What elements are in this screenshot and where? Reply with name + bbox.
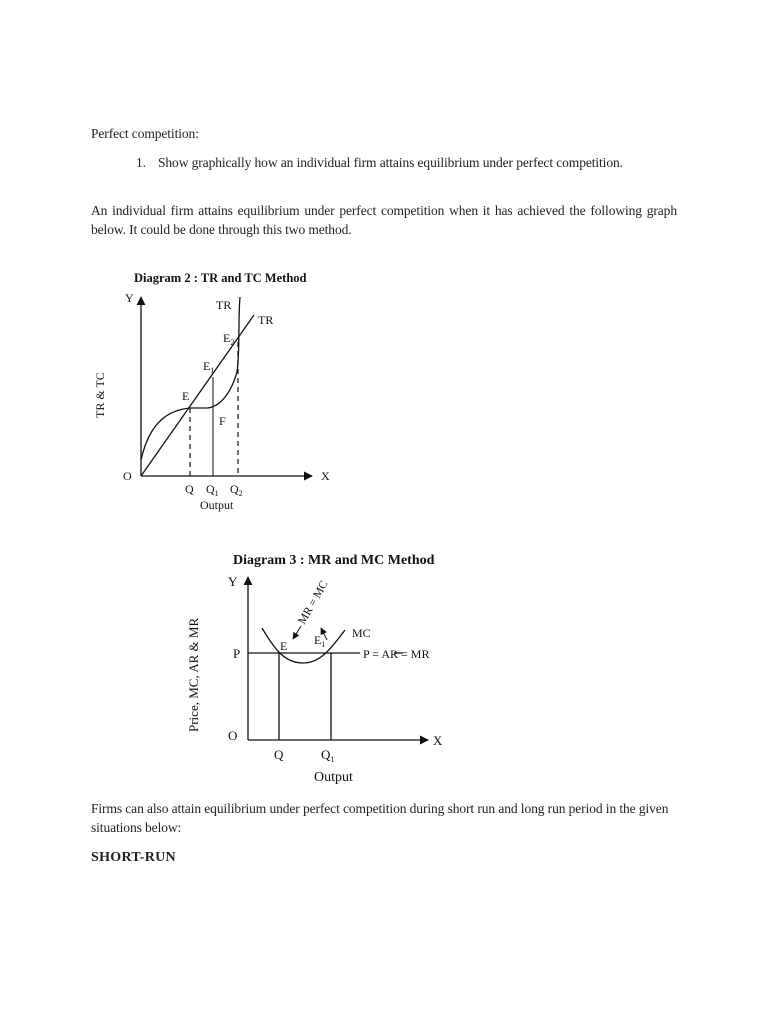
diagram-tr-tc <box>88 262 348 524</box>
tick-q-label: Q <box>185 482 194 496</box>
heading: Perfect competition: <box>91 126 199 141</box>
tick-q1-label: $Q_1$ <box>206 482 219 498</box>
tick-q2-label: $Q_2$ <box>230 482 243 498</box>
arrow-to-e <box>293 626 301 639</box>
y-axis-title: Price, MC, AR & MR <box>186 617 201 732</box>
paragraph-intro: An individual firm attains equilibrium under perfect competition when it has achieved the following graph below. It could be done through this two method. <box>91 203 677 237</box>
point-e-label: E <box>182 389 190 403</box>
mr-mc-annotation: MR = MC <box>296 578 331 627</box>
point-e-label: E <box>280 639 288 653</box>
tr-line <box>141 315 254 476</box>
arrow-to-e1 <box>321 628 327 640</box>
x-axis-title: Output <box>200 498 234 512</box>
tick-q-label: Q <box>274 747 284 762</box>
origin-label: O <box>123 469 132 483</box>
y-axis-label: Y <box>228 574 238 589</box>
x-axis-title: Output <box>314 770 353 785</box>
diagram-mr-mc <box>180 545 460 790</box>
price-line-label: P = AR = MR <box>363 647 430 661</box>
y-axis-title: TR & TC <box>93 372 107 418</box>
point-e2-label: $E_2$ <box>223 331 235 347</box>
diagram3-title: Diagram 3 : MR and MC Method <box>233 553 435 568</box>
paragraph-firms: Firms can also attain equilibrium under perfect competition during short run and long run period in the given situations below: <box>91 801 669 835</box>
x-axis-label: X <box>433 733 443 748</box>
diagram2-title: Diagram 2 : TR and TC Method <box>134 271 307 285</box>
section-heading: SHORT-RUN <box>91 850 176 865</box>
tick-q1-label: $Q_1$ <box>321 747 335 764</box>
x-axis-label: X <box>321 469 330 483</box>
y-axis-label: Y <box>125 291 134 305</box>
list-text: Show graphically how an individual firm attains equilibrium under perfect competition. <box>158 155 623 170</box>
list-number: 1. <box>136 155 146 170</box>
origin-label: O <box>228 728 238 743</box>
point-f-label: F <box>219 414 226 428</box>
mc-curve <box>262 628 345 663</box>
mc-curve-label: MC <box>352 626 371 640</box>
price-label: P <box>233 646 241 661</box>
tr-line-label: TR <box>258 313 274 327</box>
point-e1-label: $E_1$ <box>314 633 326 649</box>
tr-curve-label: TR <box>216 298 232 312</box>
point-e1-label: $E_1$ <box>203 359 215 375</box>
